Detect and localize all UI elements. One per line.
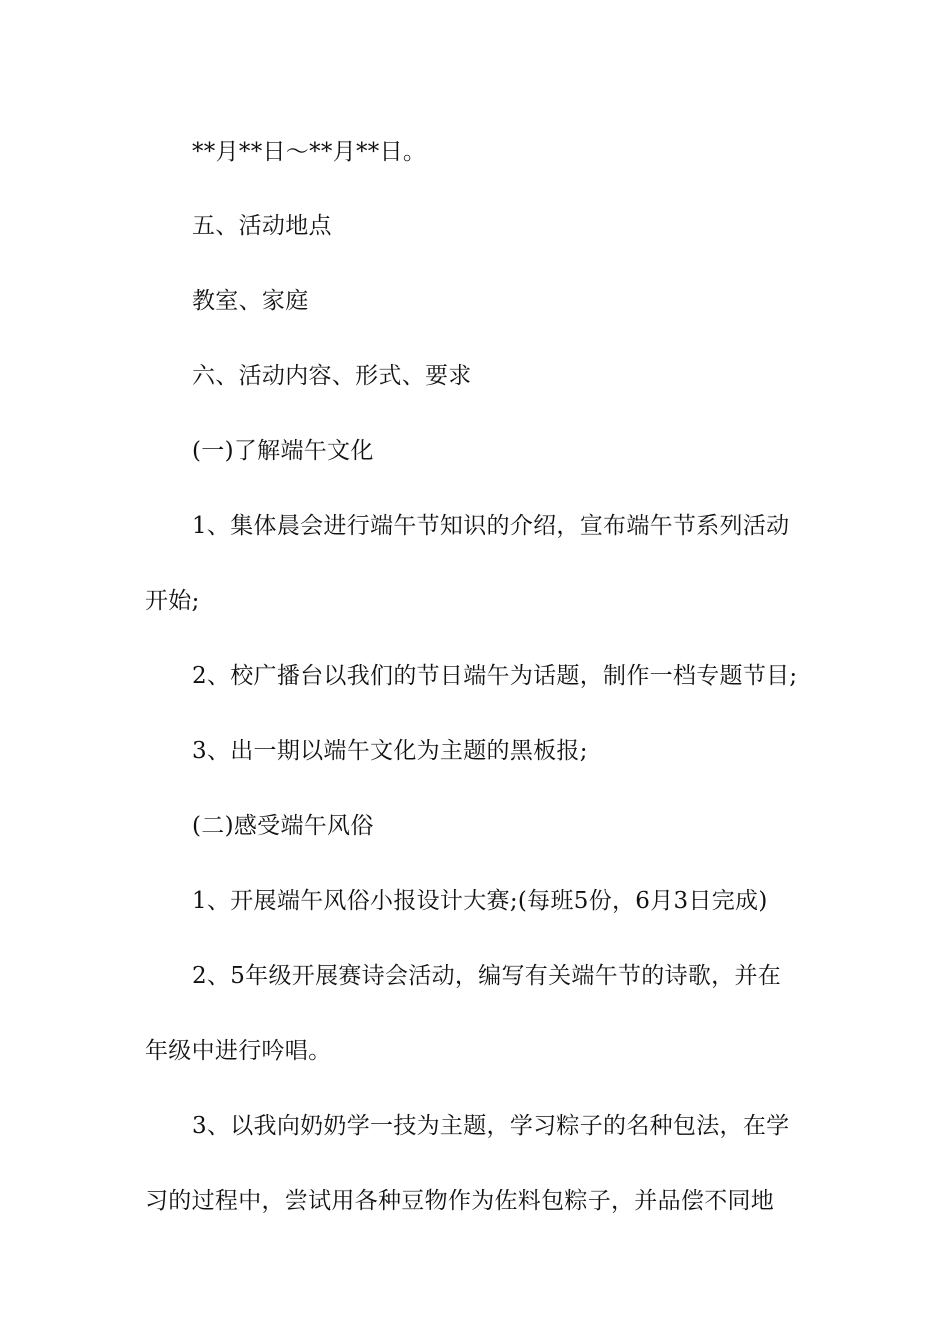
- location-text: 教室、家庭: [192, 288, 309, 314]
- paragraph-item-2: 2、校广播台以我们的节日端午为话题，制作一档专题节目;: [192, 663, 798, 689]
- paragraph-customs-item-3-line-2: 习的过程中，尝试用各种豆物作为佐料包粽子，并品偿不同地: [145, 1188, 775, 1214]
- activity-time-text: **月**日～**月**日。: [192, 139, 427, 165]
- paragraph-customs-item-2-line-2: 年级中进行吟唱。: [145, 1038, 332, 1064]
- paragraph-customs-item-2-line-1: 2、5年级开展赛诗会活动，编写有关端午节的诗歌，并在: [192, 963, 782, 989]
- paragraph-item-1-line-2: 开始;: [145, 588, 200, 614]
- paragraph-item-1-line-1: 1、集体晨会进行端午节知识的介绍，宣布端午节系列活动: [192, 513, 790, 539]
- paragraph-item-3: 3、出一期以端午文化为主题的黑板报;: [192, 738, 588, 764]
- subsection-heading-customs: (二)感受端午风俗: [192, 813, 374, 839]
- section-heading-content: 六、活动内容、形式、要求: [192, 363, 472, 389]
- subsection-heading-culture: (一)了解端午文化: [192, 438, 374, 464]
- section-heading-location: 五、活动地点: [192, 213, 332, 239]
- paragraph-customs-item-1: 1、开展端午风俗小报设计大赛;(每班5份，6月3日完成): [192, 888, 768, 914]
- paragraph-customs-item-3-line-1: 3、以我向奶奶学一技为主题，学习粽子的名种包法，在学: [192, 1113, 790, 1139]
